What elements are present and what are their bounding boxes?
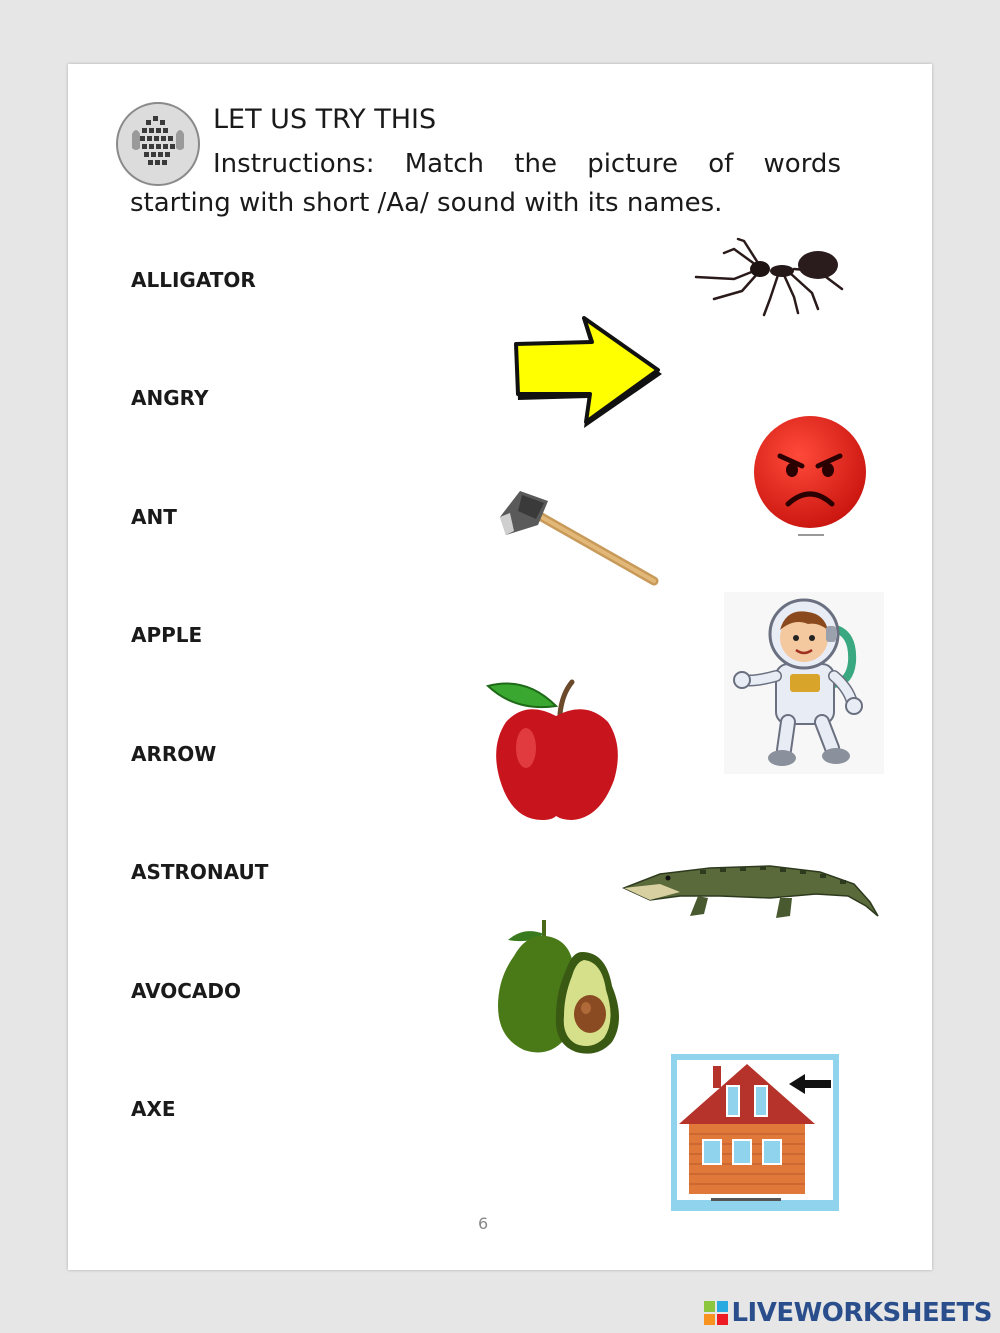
avocado-picture[interactable] (494, 916, 630, 1058)
worksheet-page (68, 64, 932, 1270)
angry-face-picture[interactable] (752, 414, 868, 540)
instruction-word: the (514, 149, 557, 179)
instruction-word: picture (587, 149, 678, 179)
word-arrow[interactable]: ARROW (131, 742, 217, 766)
word-ant[interactable]: ANT (131, 505, 177, 529)
axe-picture[interactable] (498, 489, 664, 589)
instruction-word: words (763, 149, 841, 179)
instructions-line-1 (213, 149, 841, 179)
word-astronaut[interactable]: ASTRONAUT (131, 860, 269, 884)
instruction-word: Match (404, 149, 485, 179)
liveworksheets-logo-icon (704, 1301, 728, 1325)
logo-emblem-icon (118, 104, 198, 184)
worksheet-heading: LET US TRY THIS (213, 104, 437, 135)
instruction-word: of (708, 149, 734, 179)
instruction-word: Instructions: (213, 149, 375, 179)
brand-name: LIVEWORKSHEETS (731, 1298, 992, 1328)
house-attic-picture[interactable] (671, 1054, 839, 1211)
arrow-picture[interactable] (512, 314, 668, 432)
liveworksheets-brand[interactable] (704, 1299, 992, 1327)
word-axe[interactable]: AXE (131, 1097, 176, 1121)
alligator-picture[interactable] (620, 850, 884, 930)
word-alligator[interactable]: ALLIGATOR (131, 268, 256, 292)
school-logo (116, 102, 200, 186)
word-angry[interactable]: ANGRY (131, 386, 209, 410)
word-avocado[interactable]: AVOCADO (131, 979, 242, 1003)
apple-picture[interactable] (486, 676, 626, 824)
word-apple[interactable]: APPLE (131, 623, 203, 647)
instructions-line-2: starting with short /Aa/ sound with its names. (130, 188, 723, 218)
ant-picture[interactable] (694, 229, 846, 319)
page-number: 6 (478, 1214, 489, 1233)
astronaut-picture[interactable] (724, 592, 884, 774)
